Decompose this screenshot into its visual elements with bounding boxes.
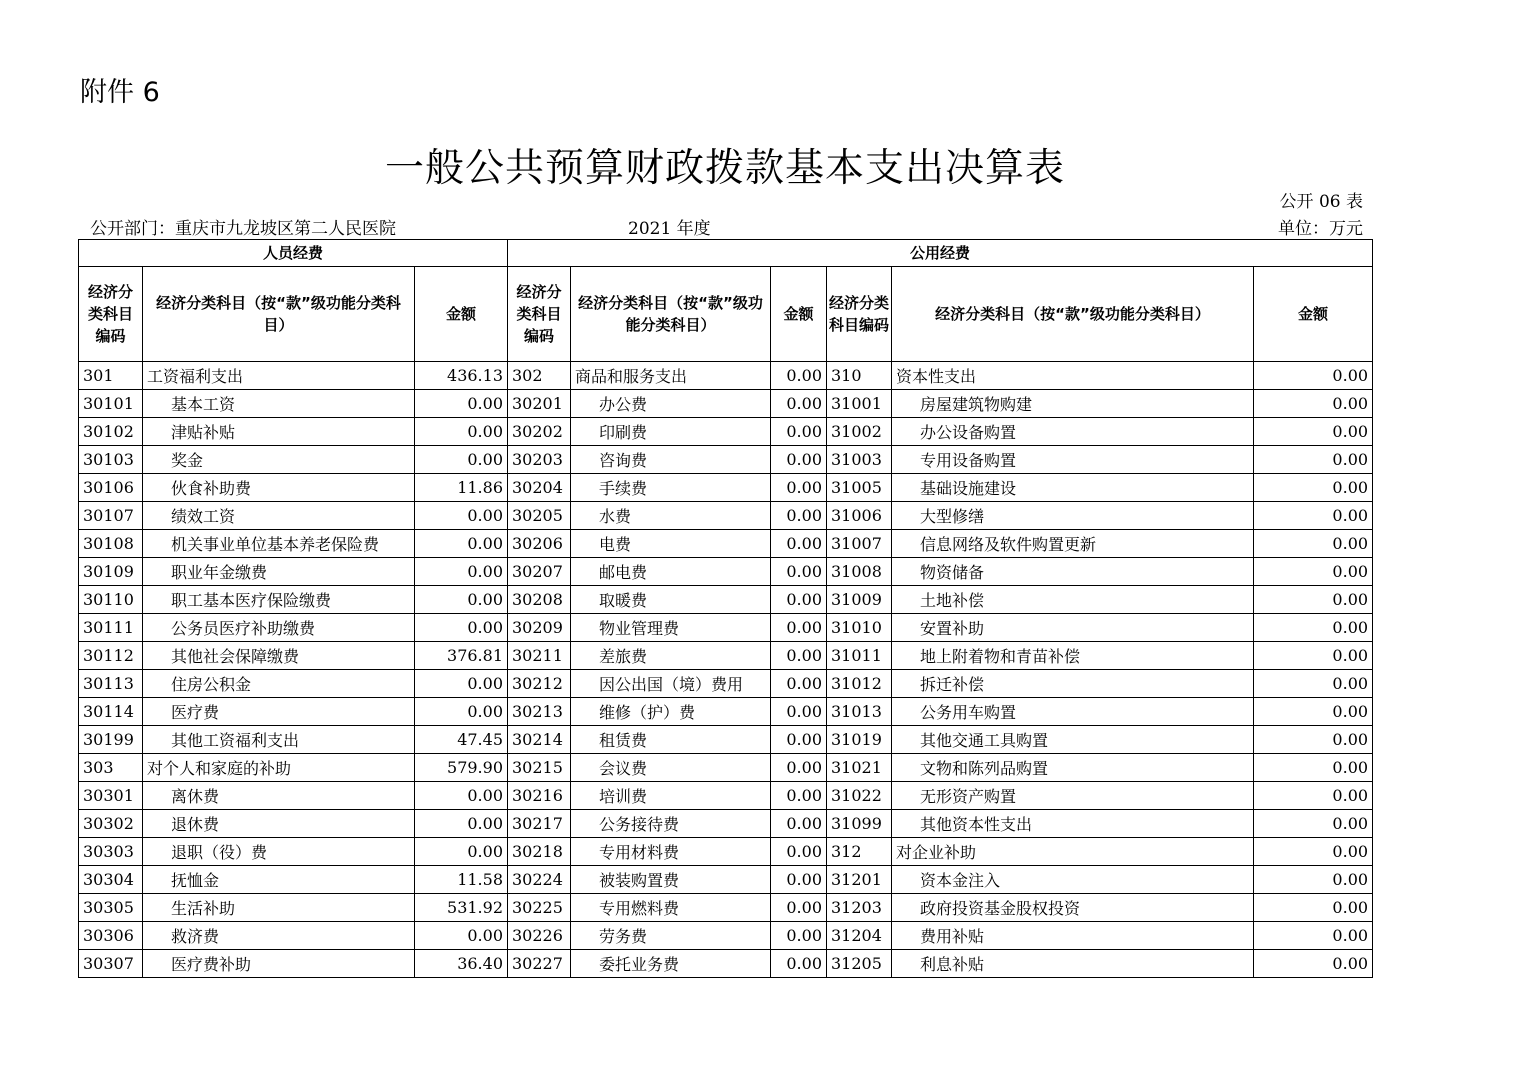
cell-p-code: 30108 (79, 530, 143, 558)
cell-g1-amount: 0.00 (771, 950, 827, 978)
cell-p-code: 30110 (79, 586, 143, 614)
cell-g2-code: 312 (827, 838, 892, 866)
cell-g2-name: 办公设备购置 (892, 418, 1254, 446)
cell-g1-amount: 0.00 (771, 642, 827, 670)
cell-g1-name: 被装购置费 (571, 866, 771, 894)
cell-g2-code: 31010 (827, 614, 892, 642)
cell-p-name: 绩效工资 (143, 502, 415, 530)
cell-g2-name: 费用补贴 (892, 922, 1254, 950)
cell-g1-name: 办公费 (571, 390, 771, 418)
cell-p-name: 其他工资福利支出 (143, 726, 415, 754)
cell-p-name: 离休费 (143, 782, 415, 810)
cell-p-code: 30112 (79, 642, 143, 670)
cell-g2-code: 31203 (827, 894, 892, 922)
table-row (79, 642, 1373, 670)
header-p-code: 经济分类科目编码 (79, 267, 143, 362)
header-g2-name: 经济分类科目（按“款”级功能分类科目） (892, 267, 1254, 362)
cell-p-name: 公务员医疗补助缴费 (143, 614, 415, 642)
cell-g2-name: 公务用车购置 (892, 698, 1254, 726)
cell-g1-code: 30217 (508, 810, 571, 838)
cell-g1-name: 租赁费 (571, 726, 771, 754)
cell-g2-amount: 0.00 (1254, 838, 1373, 866)
cell-g1-amount: 0.00 (771, 474, 827, 502)
cell-p-code: 30304 (79, 866, 143, 894)
cell-g1-code: 30211 (508, 642, 571, 670)
cell-g2-name: 利息补贴 (892, 950, 1254, 978)
cell-g2-code: 31204 (827, 922, 892, 950)
cell-g2-name: 对企业补助 (892, 838, 1254, 866)
cell-g2-amount: 0.00 (1254, 530, 1373, 558)
cell-g1-amount: 0.00 (771, 782, 827, 810)
table-row (79, 866, 1373, 894)
cell-g1-amount: 0.00 (771, 726, 827, 754)
table-row (79, 558, 1373, 586)
table-row (79, 838, 1373, 866)
cell-g2-code: 31099 (827, 810, 892, 838)
cell-p-amount: 0.00 (415, 670, 508, 698)
cell-g1-name: 差旅费 (571, 642, 771, 670)
table-row (79, 670, 1373, 698)
cell-g1-amount: 0.00 (771, 558, 827, 586)
cell-p-name: 对个人和家庭的补助 (143, 754, 415, 782)
cell-g1-name: 专用燃料费 (571, 894, 771, 922)
cell-p-amount: 0.00 (415, 418, 508, 446)
cell-g1-name: 印刷费 (571, 418, 771, 446)
cell-g1-amount: 0.00 (771, 698, 827, 726)
cell-g1-name: 委托业务费 (571, 950, 771, 978)
cell-p-amount: 0.00 (415, 698, 508, 726)
cell-g1-name: 取暖费 (571, 586, 771, 614)
cell-g1-amount: 0.00 (771, 418, 827, 446)
cell-p-code: 30199 (79, 726, 143, 754)
cell-g1-code: 30227 (508, 950, 571, 978)
cell-p-name: 救济费 (143, 922, 415, 950)
group-public: 公用经费 (508, 240, 1373, 267)
table-row (79, 614, 1373, 642)
cell-p-amount: 11.58 (415, 866, 508, 894)
table-row (79, 782, 1373, 810)
page-title: 一般公共预算财政拨款基本支出决算表 (384, 146, 1065, 191)
cell-p-amount: 11.86 (415, 474, 508, 502)
cell-g2-code: 31201 (827, 866, 892, 894)
cell-g1-name: 邮电费 (571, 558, 771, 586)
cell-g2-name: 物资储备 (892, 558, 1254, 586)
cell-g1-code: 30203 (508, 446, 571, 474)
budget-table (78, 239, 1373, 978)
cell-g2-code: 31009 (827, 586, 892, 614)
cell-p-name: 退休费 (143, 810, 415, 838)
header-g1-amount: 金额 (771, 267, 827, 362)
cell-p-code: 30106 (79, 474, 143, 502)
table-row (79, 950, 1373, 978)
cell-g2-code: 31001 (827, 390, 892, 418)
cell-p-name: 职业年金缴费 (143, 558, 415, 586)
table-row (79, 894, 1373, 922)
cell-g1-name: 手续费 (571, 474, 771, 502)
cell-p-amount: 0.00 (415, 530, 508, 558)
table-row (79, 726, 1373, 754)
cell-p-name: 退职（役）费 (143, 838, 415, 866)
cell-g2-name: 信息网络及软件购置更新 (892, 530, 1254, 558)
cell-g1-name: 培训费 (571, 782, 771, 810)
cell-p-code: 30101 (79, 390, 143, 418)
cell-g2-code: 31003 (827, 446, 892, 474)
cell-p-code: 30307 (79, 950, 143, 978)
cell-g2-code: 31013 (827, 698, 892, 726)
group-personnel: 人员经费 (79, 240, 508, 267)
cell-g1-amount: 0.00 (771, 838, 827, 866)
cell-g2-name: 地上附着物和青苗补偿 (892, 642, 1254, 670)
cell-p-name: 基本工资 (143, 390, 415, 418)
cell-g1-amount: 0.00 (771, 614, 827, 642)
cell-g2-amount: 0.00 (1254, 362, 1373, 390)
cell-g1-name: 劳务费 (571, 922, 771, 950)
cell-g2-amount: 0.00 (1254, 418, 1373, 446)
cell-g2-code: 31205 (827, 950, 892, 978)
cell-p-amount: 0.00 (415, 502, 508, 530)
cell-g2-code: 31008 (827, 558, 892, 586)
department-label: 公开部门：重庆市九龙坡区第二人民医院 (90, 219, 396, 239)
cell-g2-name: 其他资本性支出 (892, 810, 1254, 838)
cell-g2-amount: 0.00 (1254, 642, 1373, 670)
cell-g1-code: 30208 (508, 586, 571, 614)
cell-p-code: 30103 (79, 446, 143, 474)
cell-g1-amount: 0.00 (771, 866, 827, 894)
cell-g2-code: 31012 (827, 670, 892, 698)
table-row (79, 754, 1373, 782)
table-row (79, 922, 1373, 950)
cell-g1-amount: 0.00 (771, 446, 827, 474)
header-g1-name: 经济分类科目（按“款”级功能分类科目） (571, 267, 771, 362)
cell-g2-code: 31006 (827, 502, 892, 530)
cell-g2-amount: 0.00 (1254, 782, 1373, 810)
header-g1-code: 经济分类科目编码 (508, 267, 571, 362)
cell-g1-name: 专用材料费 (571, 838, 771, 866)
cell-g1-amount: 0.00 (771, 390, 827, 418)
cell-p-code: 301 (79, 362, 143, 390)
cell-g2-amount: 0.00 (1254, 670, 1373, 698)
cell-g2-amount: 0.00 (1254, 614, 1373, 642)
cell-p-code: 30111 (79, 614, 143, 642)
cell-g2-amount: 0.00 (1254, 558, 1373, 586)
cell-g1-code: 30205 (508, 502, 571, 530)
cell-g1-amount: 0.00 (771, 670, 827, 698)
cell-p-amount: 579.90 (415, 754, 508, 782)
cell-g2-name: 安置补助 (892, 614, 1254, 642)
table-row (79, 474, 1373, 502)
table-row (79, 810, 1373, 838)
cell-g1-code: 30212 (508, 670, 571, 698)
cell-g1-name: 维修（护）费 (571, 698, 771, 726)
cell-p-name: 伙食补助费 (143, 474, 415, 502)
cell-g1-amount: 0.00 (771, 810, 827, 838)
cell-g1-name: 商品和服务支出 (571, 362, 771, 390)
table-code: 公开 06 表 (1279, 192, 1363, 212)
cell-p-amount: 376.81 (415, 642, 508, 670)
cell-g2-amount: 0.00 (1254, 446, 1373, 474)
cell-g2-code: 31011 (827, 642, 892, 670)
cell-g1-name: 电费 (571, 530, 771, 558)
cell-p-code: 30107 (79, 502, 143, 530)
cell-g2-amount: 0.00 (1254, 390, 1373, 418)
cell-g2-amount: 0.00 (1254, 754, 1373, 782)
cell-p-code: 30303 (79, 838, 143, 866)
cell-g2-name: 房屋建筑物购建 (892, 390, 1254, 418)
table-row (79, 586, 1373, 614)
cell-g2-amount: 0.00 (1254, 922, 1373, 950)
cell-g2-name: 其他交通工具购置 (892, 726, 1254, 754)
cell-g2-amount: 0.00 (1254, 866, 1373, 894)
cell-g1-code: 30216 (508, 782, 571, 810)
cell-p-name: 职工基本医疗保险缴费 (143, 586, 415, 614)
table-body (79, 362, 1373, 978)
cell-g1-code: 30206 (508, 530, 571, 558)
cell-g2-name: 无形资产购置 (892, 782, 1254, 810)
cell-p-name: 工资福利支出 (143, 362, 415, 390)
header-p-amount: 金额 (415, 267, 508, 362)
cell-g1-name: 公务接待费 (571, 810, 771, 838)
cell-g2-amount: 0.00 (1254, 502, 1373, 530)
cell-p-amount: 0.00 (415, 558, 508, 586)
cell-p-amount: 47.45 (415, 726, 508, 754)
cell-g2-amount: 0.00 (1254, 726, 1373, 754)
cell-g2-code: 310 (827, 362, 892, 390)
cell-p-name: 津贴补贴 (143, 418, 415, 446)
header-g2-code: 经济分类科目编码 (827, 267, 892, 362)
cell-g1-code: 30201 (508, 390, 571, 418)
cell-g1-code: 30202 (508, 418, 571, 446)
table-row (79, 362, 1373, 390)
cell-g2-code: 31002 (827, 418, 892, 446)
cell-p-code: 30305 (79, 894, 143, 922)
cell-g2-name: 大型修缮 (892, 502, 1254, 530)
cell-p-name: 医疗费补助 (143, 950, 415, 978)
cell-p-amount: 0.00 (415, 586, 508, 614)
cell-g2-code: 31019 (827, 726, 892, 754)
cell-g1-code: 30204 (508, 474, 571, 502)
cell-p-code: 30109 (79, 558, 143, 586)
cell-g1-name: 会议费 (571, 754, 771, 782)
unit-label: 单位：万元 (1278, 219, 1363, 239)
cell-g1-code: 30218 (508, 838, 571, 866)
cell-p-amount: 0.00 (415, 446, 508, 474)
cell-g1-code: 30226 (508, 922, 571, 950)
cell-p-amount: 0.00 (415, 810, 508, 838)
cell-p-code: 30102 (79, 418, 143, 446)
cell-g2-code: 31007 (827, 530, 892, 558)
cell-g2-name: 拆迁补偿 (892, 670, 1254, 698)
table-row (79, 418, 1373, 446)
cell-p-amount: 0.00 (415, 390, 508, 418)
cell-g1-name: 咨询费 (571, 446, 771, 474)
cell-g1-name: 水费 (571, 502, 771, 530)
cell-g1-amount: 0.00 (771, 754, 827, 782)
cell-p-name: 其他社会保障缴费 (143, 642, 415, 670)
cell-g2-amount: 0.00 (1254, 474, 1373, 502)
cell-g2-code: 31005 (827, 474, 892, 502)
cell-g1-amount: 0.00 (771, 502, 827, 530)
cell-g1-code: 302 (508, 362, 571, 390)
cell-g2-amount: 0.00 (1254, 894, 1373, 922)
cell-g2-name: 资本性支出 (892, 362, 1254, 390)
cell-g2-amount: 0.00 (1254, 586, 1373, 614)
cell-p-name: 住房公积金 (143, 670, 415, 698)
cell-p-amount: 531.92 (415, 894, 508, 922)
cell-p-code: 30301 (79, 782, 143, 810)
table-row (79, 446, 1373, 474)
header-g2-amount: 金额 (1254, 267, 1373, 362)
cell-g1-amount: 0.00 (771, 362, 827, 390)
cell-g2-amount: 0.00 (1254, 810, 1373, 838)
cell-g2-name: 政府投资基金股权投资 (892, 894, 1254, 922)
cell-p-amount: 0.00 (415, 614, 508, 642)
cell-g2-amount: 0.00 (1254, 698, 1373, 726)
cell-g1-amount: 0.00 (771, 894, 827, 922)
attachment-label: 附件 6 (80, 77, 160, 108)
cell-g1-code: 30224 (508, 866, 571, 894)
cell-g1-name: 因公出国（境）费用 (571, 670, 771, 698)
cell-g2-name: 基础设施建设 (892, 474, 1254, 502)
cell-p-name: 机关事业单位基本养老保险费 (143, 530, 415, 558)
cell-g1-code: 30215 (508, 754, 571, 782)
cell-g2-name: 资本金注入 (892, 866, 1254, 894)
cell-g1-code: 30207 (508, 558, 571, 586)
cell-p-name: 奖金 (143, 446, 415, 474)
cell-g1-name: 物业管理费 (571, 614, 771, 642)
cell-g1-amount: 0.00 (771, 530, 827, 558)
cell-g2-amount: 0.00 (1254, 950, 1373, 978)
cell-g2-name: 文物和陈列品购置 (892, 754, 1254, 782)
cell-p-code: 30114 (79, 698, 143, 726)
cell-g1-code: 30225 (508, 894, 571, 922)
header-p-name: 经济分类科目（按“款”级功能分类科目） (143, 267, 415, 362)
cell-p-amount: 0.00 (415, 782, 508, 810)
cell-g1-code: 30213 (508, 698, 571, 726)
cell-p-amount: 36.40 (415, 950, 508, 978)
cell-g2-name: 专用设备购置 (892, 446, 1254, 474)
cell-g1-code: 30209 (508, 614, 571, 642)
cell-g1-code: 30214 (508, 726, 571, 754)
table-row (79, 502, 1373, 530)
cell-p-amount: 0.00 (415, 838, 508, 866)
cell-p-name: 生活补助 (143, 894, 415, 922)
cell-g1-amount: 0.00 (771, 922, 827, 950)
cell-p-amount: 436.13 (415, 362, 508, 390)
cell-g2-name: 土地补偿 (892, 586, 1254, 614)
cell-g2-code: 31021 (827, 754, 892, 782)
cell-p-name: 抚恤金 (143, 866, 415, 894)
table-row (79, 530, 1373, 558)
fiscal-year: 2021 年度 (628, 219, 711, 239)
cell-p-code: 30302 (79, 810, 143, 838)
cell-p-amount: 0.00 (415, 922, 508, 950)
table-row (79, 390, 1373, 418)
cell-p-code: 30306 (79, 922, 143, 950)
cell-g1-amount: 0.00 (771, 586, 827, 614)
cell-p-name: 医疗费 (143, 698, 415, 726)
table-row (79, 698, 1373, 726)
cell-p-code: 30113 (79, 670, 143, 698)
cell-g2-code: 31022 (827, 782, 892, 810)
cell-p-code: 303 (79, 754, 143, 782)
